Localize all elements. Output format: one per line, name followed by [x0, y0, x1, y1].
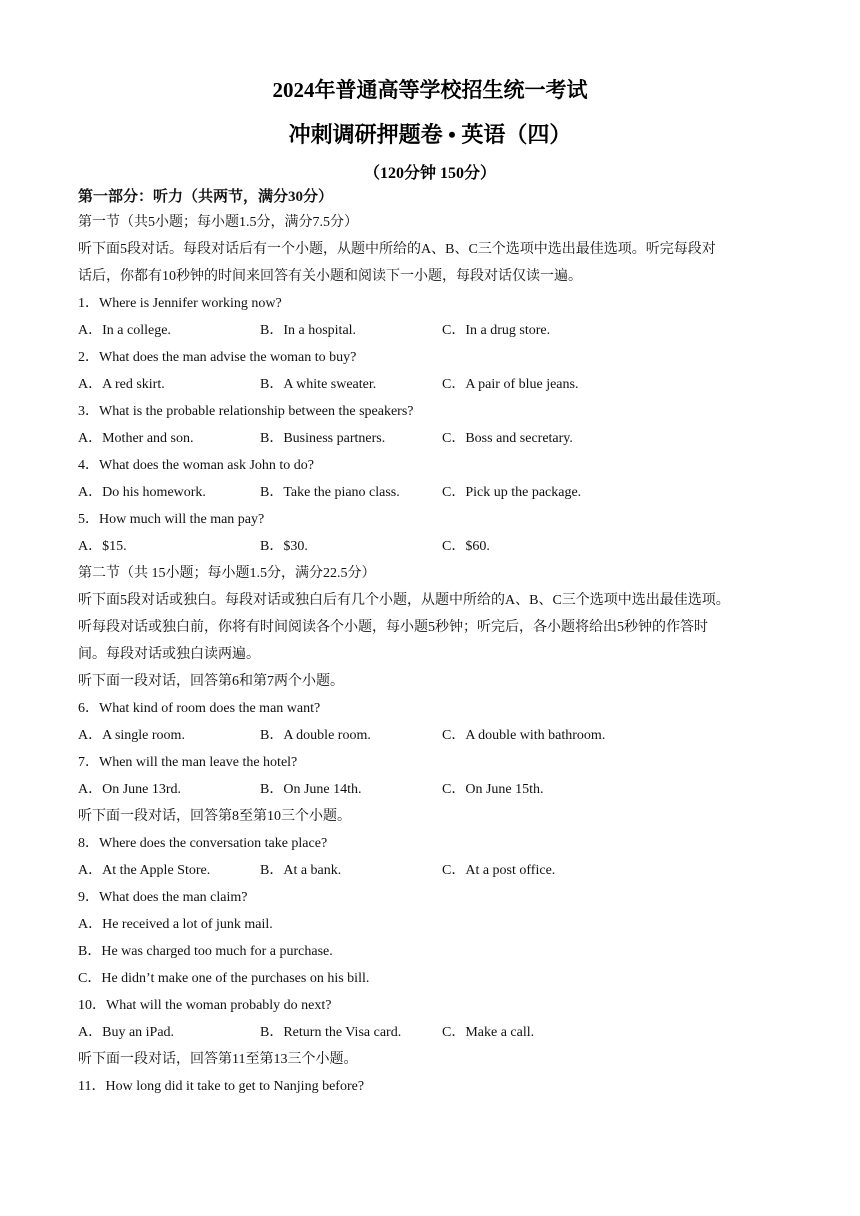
question-8-option-a: A．At the Apple Store. [78, 863, 211, 878]
question-1: 1．Where is Jennifer working now? [78, 296, 282, 311]
question-6-option-c: C．A double with bathroom. [442, 728, 606, 743]
question-7-option-b: B．On June 14th. [260, 782, 362, 797]
question-6-option-b: B．A double room. [260, 728, 371, 743]
section2-instructions-line2: 听每段对话或独白前，你将有时间阅读各个小题，每小题5秒钟；听完后，各小题将给出5秒钟的作答时 [78, 620, 708, 635]
question-6: 6．What kind of room does the man want? [78, 701, 321, 716]
question-5-option-c: C．$60. [442, 539, 490, 554]
section1-instructions-line2: 话后，你都有10秒钟的时间来回答有关小题和阅读下一小题，每段对话仅读一遍。 [78, 269, 582, 284]
question-9-option-c: C．He didn’t make one of the purchases on his bill. [78, 971, 370, 986]
question-3-option-a: A．Mother and son. [78, 431, 194, 446]
question-10-option-c: C．Make a call. [442, 1025, 535, 1040]
question-7-option-a: A．On June 13rd. [78, 782, 182, 797]
question-3: 3．What is the probable relationship between the speakers? [78, 404, 414, 419]
lead-questions-8-10: 听下面一段对话，回答第8至第10三个小题。 [78, 809, 351, 824]
question-8-option-c: C．At a post office. [442, 863, 556, 878]
question-11: 11．How long did it take to get to Nanjing before? [78, 1079, 365, 1094]
exam-duration-score: （120分钟 150分） [363, 165, 496, 182]
question-4-option-b: B．Take the piano class. [260, 485, 400, 500]
question-7: 7．When will the man leave the hotel? [78, 755, 298, 770]
question-3-option-b: B．Business partners. [260, 431, 386, 446]
question-4-option-a: A．Do his homework. [78, 485, 206, 500]
question-9-option-a: A．He received a lot of junk mail. [78, 917, 273, 932]
exam-title: 2024年普通高等学校招生统一考试 [272, 78, 588, 102]
section2-instructions-line1: 听下面5段对话或独白。每段对话或独白后有几个小题，从题中所给的A、B、C三个选项中选出最佳选项。 [78, 593, 730, 608]
question-9: 9．What does the man claim? [78, 890, 248, 905]
question-4-option-c: C．Pick up the package. [442, 485, 582, 500]
part1-heading: 第一部分：听力（共两节，满分30分） [78, 189, 334, 205]
question-3-option-c: C．Boss and secretary. [442, 431, 573, 446]
question-8-option-b: B．At a bank. [260, 863, 342, 878]
question-5-option-a: A．$15. [78, 539, 127, 554]
question-1-option-b: B．In a hospital. [260, 323, 357, 338]
section1-instructions-line1: 听下面5段对话。每段对话后有一个小题，从题中所给的A、B、C三个选项中选出最佳选项。听完每段对 [78, 242, 716, 257]
question-1-option-a: A．In a college. [78, 323, 171, 338]
question-9-option-b: B．He was charged too much for a purchase. [78, 944, 333, 959]
question-2-option-a: A．A red skirt. [78, 377, 165, 392]
question-8: 8．Where does the conversation take place? [78, 836, 328, 851]
section2-heading: 第二节（共 15小题；每小题1.5分，满分22.5分） [78, 566, 376, 581]
section1-heading: 第一节（共5小题；每小题1.5分，满分7.5分） [78, 215, 358, 230]
question-10-option-b: B．Return the Visa card. [260, 1025, 402, 1040]
question-1-option-c: C．In a drug store. [442, 323, 551, 338]
question-10: 10．What will the woman probably do next? [78, 998, 332, 1013]
question-4: 4．What does the woman ask John to do? [78, 458, 315, 473]
question-5: 5．How much will the man pay? [78, 512, 265, 527]
question-2-option-b: B．A white sweater. [260, 377, 377, 392]
question-7-option-c: C．On June 15th. [442, 782, 544, 797]
section2-instructions-line3: 间。每段对话或独白读两遍。 [78, 647, 260, 662]
exam-subtitle: 冲刺调研押题卷 • 英语（四） [288, 122, 572, 147]
lead-questions-6-7: 听下面一段对话，回答第6和第7两个小题。 [78, 674, 344, 689]
lead-questions-11-13: 听下面一段对话，回答第11至第13三个小题。 [78, 1052, 358, 1067]
question-2: 2．What does the man advise the woman to buy? [78, 350, 357, 365]
question-10-option-a: A．Buy an iPad. [78, 1025, 175, 1040]
question-2-option-c: C．A pair of blue jeans. [442, 377, 579, 392]
question-6-option-a: A．A single room. [78, 728, 185, 743]
question-5-option-b: B．$30. [260, 539, 308, 554]
